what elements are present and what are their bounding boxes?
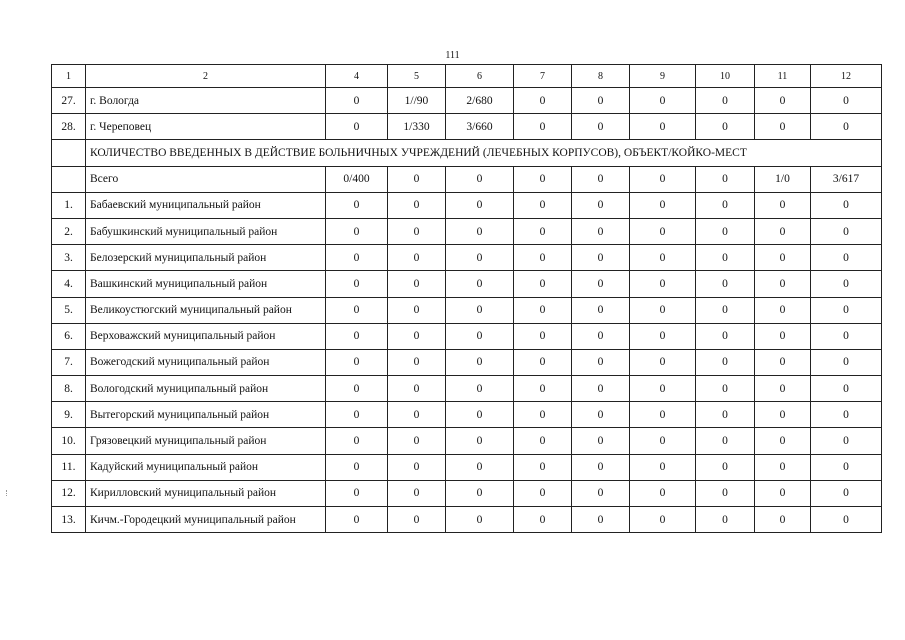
value-cell: 0 bbox=[755, 480, 811, 506]
value-cell: 0 bbox=[630, 166, 696, 192]
value-cell: 0 bbox=[811, 349, 882, 375]
value-cell: 0 bbox=[696, 507, 755, 533]
value-cell: 0 bbox=[326, 507, 388, 533]
value-cell: 0 bbox=[696, 271, 755, 297]
margin-mark bbox=[6, 490, 9, 496]
value-cell: 0 bbox=[514, 297, 572, 323]
row-number: 13. bbox=[52, 507, 86, 533]
value-cell: 0 bbox=[696, 245, 755, 271]
header-cell: 2 bbox=[86, 65, 326, 88]
value-cell: 1/330 bbox=[388, 114, 446, 140]
empty-cell bbox=[52, 140, 86, 166]
value-cell: 0 bbox=[572, 192, 630, 218]
value-cell: 0 bbox=[755, 245, 811, 271]
value-cell: 0 bbox=[811, 402, 882, 428]
value-cell: 0 bbox=[696, 454, 755, 480]
value-cell: 0 bbox=[696, 480, 755, 506]
row-number: 12. bbox=[52, 480, 86, 506]
value-cell: 0 bbox=[755, 88, 811, 114]
table-body bbox=[52, 65, 882, 533]
row-number: 7. bbox=[52, 349, 86, 375]
value-cell: 0 bbox=[811, 323, 882, 349]
table-row bbox=[52, 402, 882, 428]
row-number bbox=[52, 166, 86, 192]
value-cell: 0 bbox=[755, 507, 811, 533]
value-cell: 0 bbox=[696, 402, 755, 428]
value-cell: 0 bbox=[630, 218, 696, 244]
value-cell: 0 bbox=[811, 507, 882, 533]
value-cell: 0 bbox=[811, 428, 882, 454]
value-cell: 0 bbox=[326, 480, 388, 506]
value-cell: 0 bbox=[572, 428, 630, 454]
district-name: Грязовецкий муниципальный район bbox=[86, 428, 326, 454]
value-cell: 0 bbox=[446, 507, 514, 533]
district-name: Верховажский муниципальный район bbox=[86, 323, 326, 349]
table-row bbox=[52, 271, 882, 297]
value-cell: 0 bbox=[755, 192, 811, 218]
table-row bbox=[52, 114, 882, 140]
value-cell: 0 bbox=[572, 454, 630, 480]
value-cell: 0 bbox=[811, 454, 882, 480]
total-row bbox=[52, 166, 882, 192]
value-cell: 0 bbox=[326, 454, 388, 480]
value-cell: 0 bbox=[811, 218, 882, 244]
value-cell: 0 bbox=[326, 297, 388, 323]
value-cell: 0 bbox=[811, 192, 882, 218]
value-cell: 0 bbox=[514, 88, 572, 114]
column-number-row bbox=[52, 65, 882, 88]
value-cell: 1//90 bbox=[388, 88, 446, 114]
value-cell: 0 bbox=[811, 480, 882, 506]
value-cell: 0 bbox=[696, 192, 755, 218]
value-cell: 0 bbox=[572, 402, 630, 428]
value-cell: 0 bbox=[755, 218, 811, 244]
value-cell: 3/660 bbox=[446, 114, 514, 140]
value-cell: 0 bbox=[388, 218, 446, 244]
value-cell: 0 bbox=[514, 218, 572, 244]
value-cell: 0 bbox=[811, 245, 882, 271]
value-cell: 0 bbox=[572, 507, 630, 533]
value-cell: 3/617 bbox=[811, 166, 882, 192]
row-number: 28. bbox=[52, 114, 86, 140]
value-cell: 0 bbox=[630, 271, 696, 297]
value-cell: 0 bbox=[514, 349, 572, 375]
header-cell: 9 bbox=[630, 65, 696, 88]
value-cell: 0 bbox=[326, 245, 388, 271]
value-cell: 0 bbox=[514, 323, 572, 349]
value-cell: 0 bbox=[446, 402, 514, 428]
value-cell: 0 bbox=[446, 454, 514, 480]
value-cell: 0 bbox=[572, 480, 630, 506]
value-cell: 0 bbox=[696, 218, 755, 244]
value-cell: 0 bbox=[630, 297, 696, 323]
header-cell: 12 bbox=[811, 65, 882, 88]
value-cell: 0 bbox=[630, 428, 696, 454]
value-cell: 0 bbox=[446, 480, 514, 506]
value-cell: 0 bbox=[514, 480, 572, 506]
row-number: 9. bbox=[52, 402, 86, 428]
value-cell: 0 bbox=[572, 88, 630, 114]
value-cell: 0 bbox=[514, 192, 572, 218]
table-row bbox=[52, 428, 882, 454]
value-cell: 0 bbox=[388, 376, 446, 402]
value-cell: 0 bbox=[388, 323, 446, 349]
value-cell: 0 bbox=[696, 166, 755, 192]
header-cell: 5 bbox=[388, 65, 446, 88]
row-number: 8. bbox=[52, 376, 86, 402]
section-title-row bbox=[52, 140, 882, 166]
value-cell: 0 bbox=[514, 428, 572, 454]
value-cell: 0 bbox=[755, 114, 811, 140]
value-cell: 0 bbox=[514, 454, 572, 480]
value-cell: 0 bbox=[696, 88, 755, 114]
row-number: 11. bbox=[52, 454, 86, 480]
row-number: 5. bbox=[52, 297, 86, 323]
table-row bbox=[52, 192, 882, 218]
value-cell: 0 bbox=[630, 507, 696, 533]
value-cell: 0 bbox=[446, 271, 514, 297]
row-number: 4. bbox=[52, 271, 86, 297]
value-cell: 0 bbox=[326, 349, 388, 375]
header-cell: 4 bbox=[326, 65, 388, 88]
value-cell: 0 bbox=[572, 114, 630, 140]
district-name: Бабушкинский муниципальный район bbox=[86, 218, 326, 244]
statistics-table bbox=[51, 64, 882, 533]
value-cell: 0 bbox=[388, 454, 446, 480]
row-number: 27. bbox=[52, 88, 86, 114]
value-cell: 0 bbox=[630, 454, 696, 480]
value-cell: 0 bbox=[630, 114, 696, 140]
value-cell: 0 bbox=[572, 218, 630, 244]
value-cell: 0 bbox=[446, 323, 514, 349]
value-cell: 0 bbox=[630, 349, 696, 375]
value-cell: 0 bbox=[630, 480, 696, 506]
value-cell: 0 bbox=[811, 114, 882, 140]
value-cell: 0 bbox=[696, 323, 755, 349]
table-row bbox=[52, 88, 882, 114]
row-number: 6. bbox=[52, 323, 86, 349]
value-cell: 0 bbox=[755, 402, 811, 428]
district-name: Великоустюгский муниципальный район bbox=[86, 297, 326, 323]
value-cell: 0 bbox=[755, 323, 811, 349]
value-cell: 0 bbox=[388, 245, 446, 271]
value-cell: 0 bbox=[326, 376, 388, 402]
row-number: 1. bbox=[52, 192, 86, 218]
header-cell: 7 bbox=[514, 65, 572, 88]
value-cell: 0 bbox=[388, 428, 446, 454]
value-cell: 0 bbox=[572, 376, 630, 402]
value-cell: 0 bbox=[811, 376, 882, 402]
value-cell: 0 bbox=[514, 507, 572, 533]
header-cell: 10 bbox=[696, 65, 755, 88]
district-name: г. Вологда bbox=[86, 88, 326, 114]
value-cell: 2/680 bbox=[446, 88, 514, 114]
table-row bbox=[52, 297, 882, 323]
value-cell: 0 bbox=[572, 297, 630, 323]
table-row bbox=[52, 480, 882, 506]
value-cell: 0 bbox=[446, 297, 514, 323]
value-cell: 0 bbox=[696, 376, 755, 402]
value-cell: 0 bbox=[572, 349, 630, 375]
value-cell: 0 bbox=[326, 402, 388, 428]
value-cell: 0 bbox=[446, 166, 514, 192]
value-cell: 0 bbox=[446, 245, 514, 271]
value-cell: 0 bbox=[446, 218, 514, 244]
table-row bbox=[52, 245, 882, 271]
value-cell: 0 bbox=[326, 323, 388, 349]
value-cell: 0 bbox=[326, 428, 388, 454]
value-cell: 0 bbox=[388, 480, 446, 506]
value-cell: 0 bbox=[326, 88, 388, 114]
district-name: Вашкинский муниципальный район bbox=[86, 271, 326, 297]
value-cell: 0 bbox=[572, 245, 630, 271]
value-cell: 0 bbox=[755, 454, 811, 480]
value-cell: 0 bbox=[514, 376, 572, 402]
header-cell: 8 bbox=[572, 65, 630, 88]
value-cell: 0 bbox=[326, 271, 388, 297]
value-cell: 0 bbox=[755, 428, 811, 454]
value-cell: 1/0 bbox=[755, 166, 811, 192]
table-row bbox=[52, 507, 882, 533]
table-row bbox=[52, 349, 882, 375]
table-row bbox=[52, 454, 882, 480]
value-cell: 0 bbox=[755, 297, 811, 323]
value-cell: 0 bbox=[514, 114, 572, 140]
value-cell: 0 bbox=[326, 114, 388, 140]
value-cell: 0 bbox=[811, 271, 882, 297]
value-cell: 0 bbox=[514, 402, 572, 428]
value-cell: 0 bbox=[630, 245, 696, 271]
value-cell: 0 bbox=[630, 402, 696, 428]
value-cell: 0 bbox=[326, 218, 388, 244]
value-cell: 0 bbox=[630, 323, 696, 349]
value-cell: 0 bbox=[572, 323, 630, 349]
district-name: Кичм.-Городецкий муниципальный район bbox=[86, 507, 326, 533]
value-cell: 0 bbox=[388, 271, 446, 297]
district-name: г. Череповец bbox=[86, 114, 326, 140]
value-cell: 0 bbox=[446, 428, 514, 454]
value-cell: 0 bbox=[696, 297, 755, 323]
value-cell: 0 bbox=[696, 114, 755, 140]
value-cell: 0 bbox=[696, 349, 755, 375]
value-cell: 0 bbox=[388, 507, 446, 533]
district-name: Вологодский муниципальный район bbox=[86, 376, 326, 402]
district-name: Вытегорский муниципальный район bbox=[86, 402, 326, 428]
value-cell: 0 bbox=[696, 428, 755, 454]
value-cell: 0 bbox=[811, 88, 882, 114]
row-number: 2. bbox=[52, 218, 86, 244]
value-cell: 0 bbox=[572, 166, 630, 192]
value-cell: 0 bbox=[514, 166, 572, 192]
value-cell: 0 bbox=[446, 192, 514, 218]
value-cell: 0 bbox=[446, 349, 514, 375]
value-cell: 0 bbox=[755, 271, 811, 297]
value-cell: 0 bbox=[630, 88, 696, 114]
district-name: Кирилловский муниципальный район bbox=[86, 480, 326, 506]
value-cell: 0 bbox=[388, 349, 446, 375]
table-row bbox=[52, 218, 882, 244]
district-name: Кадуйский муниципальный район bbox=[86, 454, 326, 480]
section-title: КОЛИЧЕСТВО ВВЕДЕННЫХ В ДЕЙСТВИЕ БОЛЬНИЧНЫХ УЧРЕЖДЕНИЙ (ЛЕЧЕБНЫХ КОРПУСОВ), ОБЪЕКТ/КОЙКО-МЕСТ bbox=[86, 140, 882, 166]
header-cell: 6 bbox=[446, 65, 514, 88]
value-cell: 0 bbox=[388, 297, 446, 323]
row-number: 10. bbox=[52, 428, 86, 454]
district-name: Вожегодский муниципальный район bbox=[86, 349, 326, 375]
value-cell: 0 bbox=[388, 402, 446, 428]
value-cell: 0 bbox=[572, 271, 630, 297]
row-number: 3. bbox=[52, 245, 86, 271]
value-cell: 0 bbox=[755, 349, 811, 375]
value-cell: 0/400 bbox=[326, 166, 388, 192]
page-number: 111 bbox=[445, 50, 460, 61]
value-cell: 0 bbox=[326, 192, 388, 218]
value-cell: 0 bbox=[755, 376, 811, 402]
value-cell: 0 bbox=[446, 376, 514, 402]
value-cell: 0 bbox=[514, 245, 572, 271]
district-name: Всего bbox=[86, 166, 326, 192]
table-row bbox=[52, 323, 882, 349]
district-name: Бабаевский муниципальный район bbox=[86, 192, 326, 218]
header-cell: 11 bbox=[755, 65, 811, 88]
value-cell: 0 bbox=[630, 376, 696, 402]
table-row bbox=[52, 376, 882, 402]
value-cell: 0 bbox=[811, 297, 882, 323]
header-cell: 1 bbox=[52, 65, 86, 88]
district-name: Белозерский муниципальный район bbox=[86, 245, 326, 271]
value-cell: 0 bbox=[514, 271, 572, 297]
value-cell: 0 bbox=[630, 192, 696, 218]
value-cell: 0 bbox=[388, 192, 446, 218]
value-cell: 0 bbox=[388, 166, 446, 192]
